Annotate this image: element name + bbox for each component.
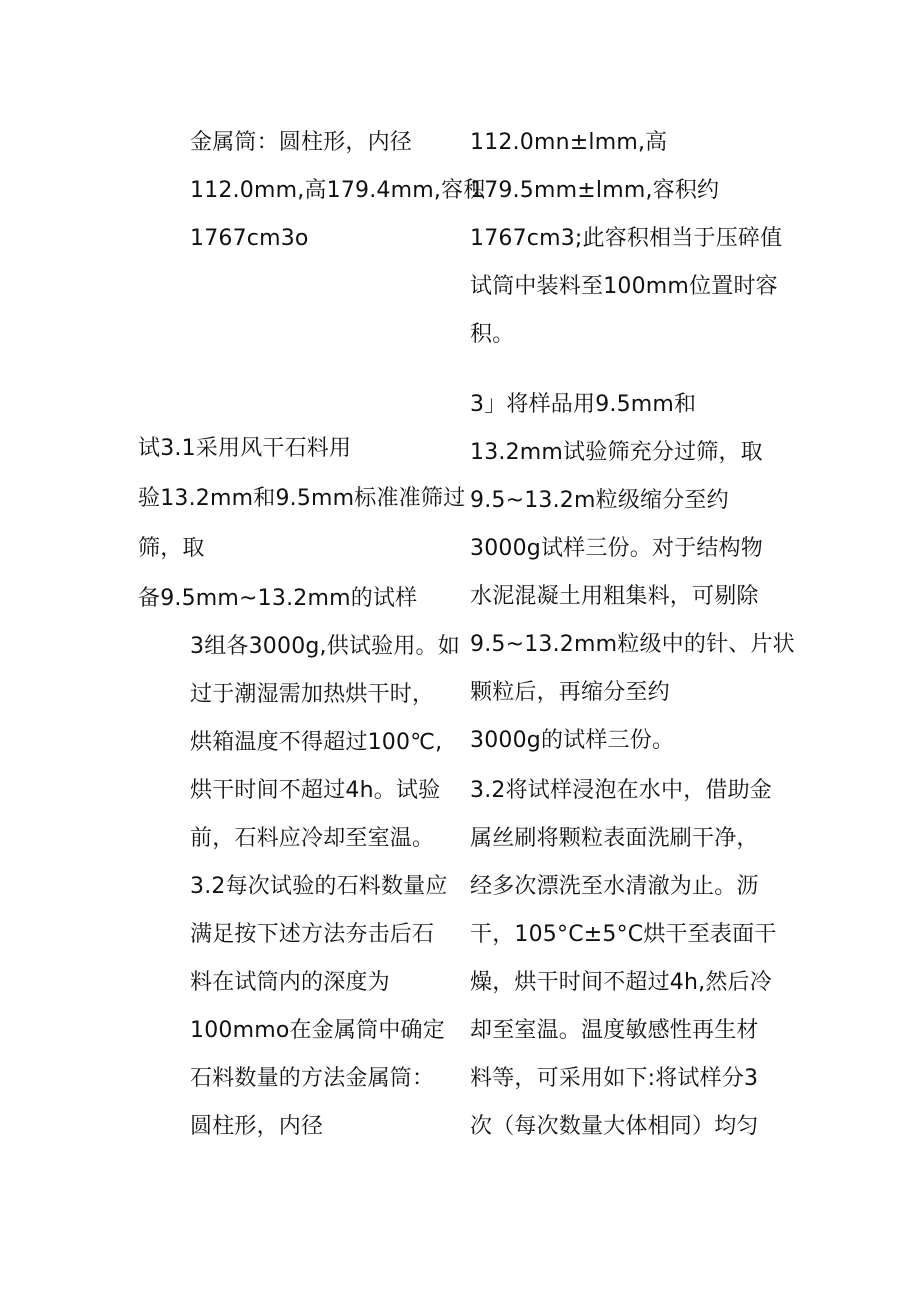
text-line: 圆柱形，内径 — [190, 1114, 324, 1139]
text-line: 烘箱温度不得超过100℃, — [190, 730, 443, 755]
text-line: 3.2将试样浸泡在水中，借助金 — [470, 778, 772, 803]
text-line: 燥，烘干时间不超过4h,然后冷 — [470, 970, 772, 995]
text-line: 料在试筒内的深度为 — [190, 970, 390, 995]
text-line: 13.2mm试验筛充分过筛，取 — [470, 440, 763, 465]
text-line: 属丝刷将颗粒表面洗刷干净， — [470, 826, 759, 851]
text-line: 试3.1采用风干石料用 — [138, 436, 352, 461]
text-line: 179.5mm±lmm,容积约 — [470, 178, 720, 203]
text-line: 却至室温。温度敏感性再生材 — [470, 1018, 759, 1043]
text-line: 水泥混凝土用粗集料，可剔除 — [470, 584, 759, 609]
text-line: 100mmo在金属筒中确定 — [190, 1018, 445, 1043]
text-line: 积。 — [470, 322, 515, 347]
text-line: 备9.5mm~13.2mm的试样 — [138, 586, 418, 611]
text-line: 3组各3000g,供试验用。如 — [190, 634, 460, 659]
text-line: 112.0mn±lmm,高 — [470, 130, 668, 155]
text-line: 石料数量的方法金属筒： — [190, 1066, 435, 1091]
text-line: 9.5~13.2m粒级缩分至约 — [470, 488, 729, 513]
text-line: 前，石料应冷却至室温。 — [190, 826, 435, 851]
text-line: 112.0mm,高179.4mm,容积 — [190, 178, 486, 203]
text-line: 过于潮湿需加热烘干时， — [190, 682, 435, 707]
text-line: 烘干时间不超过4h。试验 — [190, 778, 441, 803]
text-line: 9.5~13.2mm粒级中的针、片状 — [470, 632, 795, 657]
text-line: 颗粒后，再缩分至约 — [470, 680, 670, 705]
text-line: 金属筒：圆柱形，内径 — [190, 130, 413, 155]
text-line: 筛，取 — [138, 536, 205, 561]
text-line: 经多次漂洗至水清澈为止。沥 — [470, 874, 759, 899]
text-line: 3000g的试样三份。 — [470, 728, 675, 753]
text-line: 次（每次数量大体相同）均匀 — [470, 1114, 759, 1139]
text-line: 验13.2mm和9.5mm标准准筛过 — [138, 486, 466, 511]
text-line: 3000g试样三份。对于结构物 — [470, 536, 763, 561]
text-line: 1767cm3o — [190, 226, 309, 251]
text-line: 试筒中装料至100mm位置时容 — [470, 274, 778, 299]
text-line: 料等，可采用如下:将试样分3 — [470, 1066, 759, 1091]
text-line: 1767cm3;此容积相当于压碎值 — [470, 226, 783, 251]
text-line: 干，105°C±5°C烘干至表面干 — [470, 922, 777, 947]
text-line: 满足按下述方法夯击后石 — [190, 922, 435, 947]
text-line: 3」将样品用9.5mm和 — [470, 392, 697, 417]
text-line: 3.2每次试验的石料数量应 — [190, 874, 448, 899]
